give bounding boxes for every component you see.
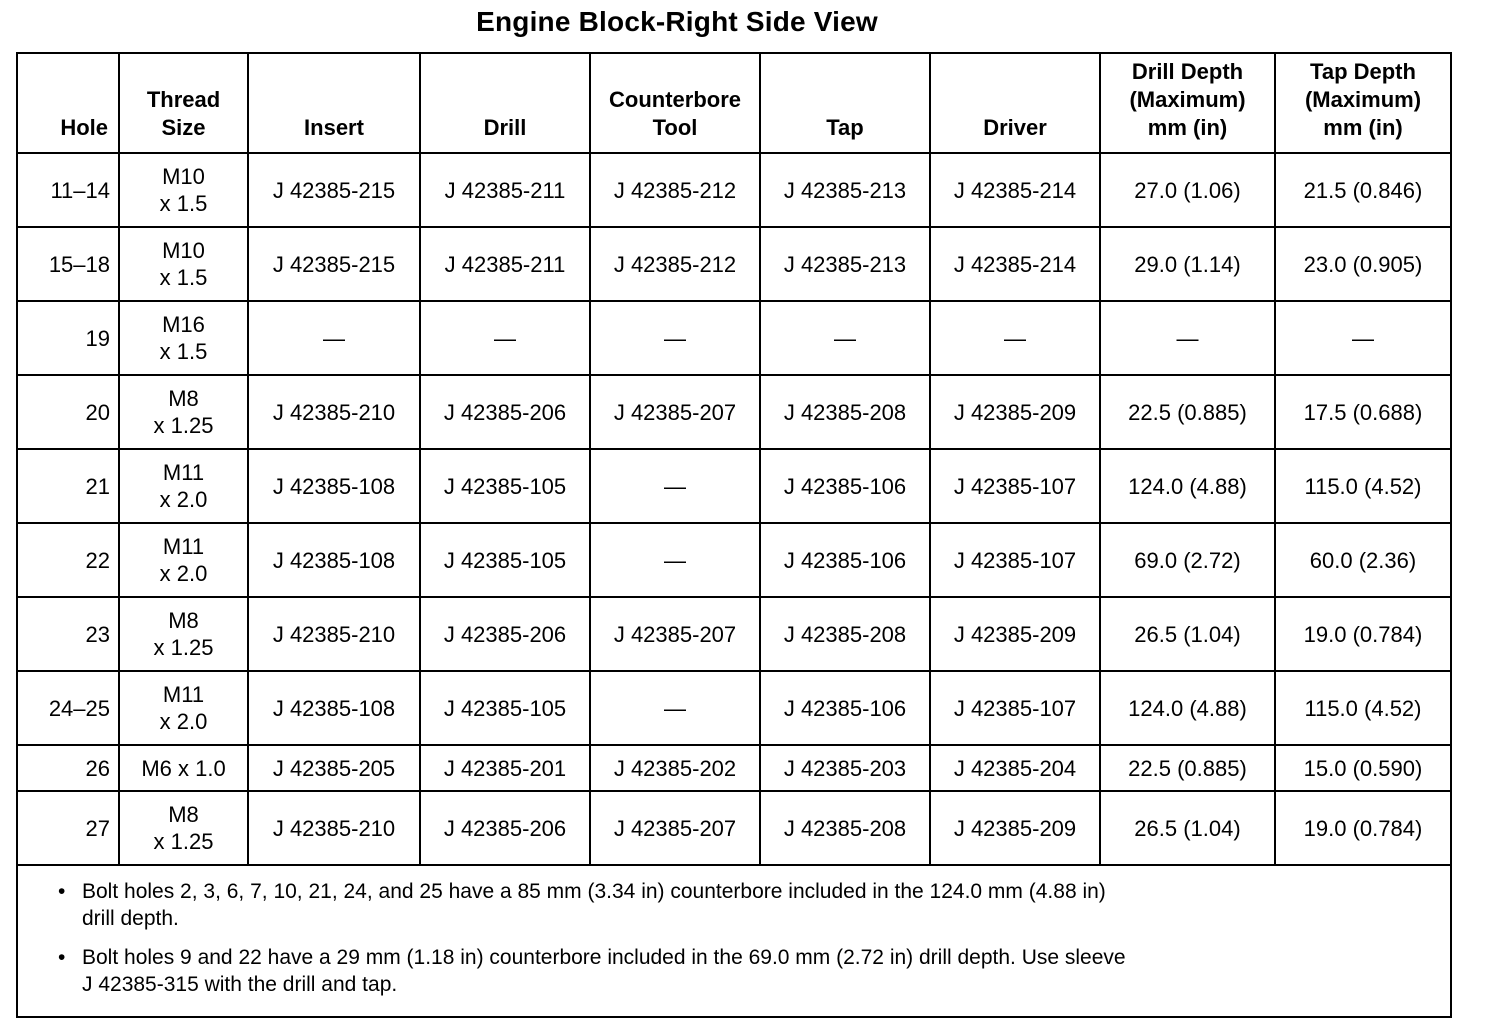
- notes-row: [17, 865, 1451, 1017]
- note-text: J 42385-315 with the drill and tap.: [82, 973, 398, 996]
- table-row: [17, 301, 1451, 375]
- cell-thread-line: M16: [162, 312, 205, 337]
- table-row: [17, 745, 1451, 791]
- header-driver: Driver: [930, 53, 1100, 153]
- note-item: [54, 878, 1430, 932]
- table-row: [17, 375, 1451, 449]
- cell-thread-size: [119, 597, 248, 671]
- cell-insert: —: [248, 301, 420, 375]
- cell-thread-line: M11: [162, 682, 205, 707]
- table-row: [17, 153, 1451, 227]
- cell-drill-depth: 26.5 (1.04): [1100, 597, 1275, 671]
- cell-hole: 20: [17, 375, 119, 449]
- cell-insert: J 42385-210: [248, 375, 420, 449]
- cell-tap-depth: 19.0 (0.784): [1275, 597, 1451, 671]
- cell-thread-size: [119, 375, 248, 449]
- bullet-icon: •: [58, 880, 66, 903]
- cell-thread-line: M8: [168, 802, 199, 827]
- header-thread-size: [119, 53, 248, 153]
- cell-counterbore: J 42385-207: [590, 791, 760, 865]
- cell-driver: J 42385-209: [930, 375, 1100, 449]
- cell-thread-line: x 2.0: [159, 487, 208, 512]
- header-tap-depth-line: Tap Depth: [1310, 59, 1416, 84]
- cell-thread-line: M8: [168, 608, 199, 633]
- cell-tap: —: [760, 301, 930, 375]
- notes-cell: [17, 865, 1451, 1017]
- cell-thread-line: x 1.25: [153, 829, 214, 854]
- cell-thread-line: x 2.0: [159, 561, 208, 586]
- cell-insert: J 42385-215: [248, 153, 420, 227]
- cell-thread-size: [119, 301, 248, 375]
- cell-insert: J 42385-108: [248, 523, 420, 597]
- cell-hole: 11–14: [17, 153, 119, 227]
- cell-drill: J 42385-211: [420, 227, 590, 301]
- table-row: [17, 449, 1451, 523]
- cell-thread-line: x 1.5: [159, 191, 208, 216]
- cell-thread-line: x 1.25: [153, 413, 214, 438]
- cell-thread-line: x 1.5: [159, 265, 208, 290]
- cell-driver: J 42385-204: [930, 745, 1100, 791]
- cell-hole: 21: [17, 449, 119, 523]
- cell-counterbore: —: [590, 301, 760, 375]
- cell-drill-depth: 124.0 (4.88): [1100, 671, 1275, 745]
- cell-driver: —: [930, 301, 1100, 375]
- header-tap-depth-line: mm (in): [1323, 115, 1403, 140]
- tool-table: [16, 52, 1452, 1018]
- cell-thread-size: [119, 671, 248, 745]
- cell-tap: J 42385-106: [760, 449, 930, 523]
- table-row: [17, 597, 1451, 671]
- cell-hole: 15–18: [17, 227, 119, 301]
- header-tap-depth: [1275, 53, 1451, 153]
- note-text: drill depth.: [82, 907, 179, 930]
- cell-thread-line: M8: [168, 386, 199, 411]
- cell-thread-size: [119, 791, 248, 865]
- cell-counterbore: —: [590, 671, 760, 745]
- cell-hole: 27: [17, 791, 119, 865]
- note-text: Bolt holes 9 and 22 have a 29 mm (1.18 in) counterbore included in the 69.0 mm (2.72 in) drill depth. Use sleeve: [82, 946, 1126, 969]
- cell-drill: J 42385-105: [420, 523, 590, 597]
- cell-driver: J 42385-107: [930, 449, 1100, 523]
- cell-hole: 26: [17, 745, 119, 791]
- cell-thread-line: M11: [162, 534, 205, 559]
- table-row: [17, 523, 1451, 597]
- header-drill-depth: [1100, 53, 1275, 153]
- cell-drill: J 42385-201: [420, 745, 590, 791]
- note-item: [54, 944, 1430, 998]
- cell-thread-size: [119, 227, 248, 301]
- cell-drill: J 42385-211: [420, 153, 590, 227]
- cell-tap: J 42385-213: [760, 227, 930, 301]
- cell-tap: J 42385-106: [760, 523, 930, 597]
- header-drill-depth-line: (Maximum): [1129, 87, 1246, 112]
- header-thread-size-line: Size: [161, 115, 206, 140]
- cell-counterbore: J 42385-202: [590, 745, 760, 791]
- cell-insert: J 42385-205: [248, 745, 420, 791]
- cell-tap-depth: 15.0 (0.590): [1275, 745, 1451, 791]
- cell-drill-depth: —: [1100, 301, 1275, 375]
- cell-thread-size: [119, 449, 248, 523]
- cell-thread-size: [119, 523, 248, 597]
- cell-counterbore: J 42385-207: [590, 375, 760, 449]
- cell-counterbore: J 42385-207: [590, 597, 760, 671]
- cell-tap-depth: 21.5 (0.846): [1275, 153, 1451, 227]
- cell-driver: J 42385-107: [930, 671, 1100, 745]
- cell-drill-depth: 124.0 (4.88): [1100, 449, 1275, 523]
- cell-tap-depth: 23.0 (0.905): [1275, 227, 1451, 301]
- table-row: [17, 791, 1451, 865]
- cell-driver: J 42385-214: [930, 227, 1100, 301]
- header-drill: Drill: [420, 53, 590, 153]
- header-drill-depth-line: Drill Depth: [1131, 59, 1244, 84]
- cell-drill-depth: 26.5 (1.04): [1100, 791, 1275, 865]
- cell-insert: J 42385-210: [248, 791, 420, 865]
- table-row: [17, 227, 1451, 301]
- cell-insert: J 42385-215: [248, 227, 420, 301]
- cell-thread-line: M10: [162, 164, 205, 189]
- cell-hole: 23: [17, 597, 119, 671]
- bullet-icon: •: [58, 946, 66, 969]
- page-title: Engine Block-Right Side View: [476, 6, 878, 37]
- cell-thread-size: [119, 745, 248, 791]
- cell-counterbore: —: [590, 523, 760, 597]
- cell-insert: J 42385-210: [248, 597, 420, 671]
- cell-tap-depth: 115.0 (4.52): [1275, 671, 1451, 745]
- cell-drill-depth: 22.5 (0.885): [1100, 375, 1275, 449]
- cell-tap: J 42385-106: [760, 671, 930, 745]
- cell-insert: J 42385-108: [248, 671, 420, 745]
- cell-drill-depth: 27.0 (1.06): [1100, 153, 1275, 227]
- cell-drill: J 42385-206: [420, 375, 590, 449]
- header-thread-size-line: Thread: [146, 87, 221, 112]
- cell-tap: J 42385-208: [760, 597, 930, 671]
- cell-tap: J 42385-208: [760, 791, 930, 865]
- cell-hole: 24–25: [17, 671, 119, 745]
- header-counterbore-line: Counterbore: [609, 87, 741, 112]
- cell-driver: J 42385-209: [930, 791, 1100, 865]
- cell-tap-depth: 17.5 (0.688): [1275, 375, 1451, 449]
- cell-driver: J 42385-209: [930, 597, 1100, 671]
- cell-tap-depth: 19.0 (0.784): [1275, 791, 1451, 865]
- note-text: Bolt holes 2, 3, 6, 7, 10, 21, 24, and 25 have a 85 mm (3.34 in) counterbore included in the 124.0 mm (4.88 in): [82, 880, 1106, 903]
- cell-drill: —: [420, 301, 590, 375]
- cell-counterbore: —: [590, 449, 760, 523]
- table-row: [17, 671, 1451, 745]
- cell-tap-depth: 60.0 (2.36): [1275, 523, 1451, 597]
- cell-drill: J 42385-206: [420, 791, 590, 865]
- header-hole: Hole: [17, 53, 119, 153]
- cell-insert: J 42385-108: [248, 449, 420, 523]
- cell-thread-size: [119, 153, 248, 227]
- cell-tap-depth: —: [1275, 301, 1451, 375]
- cell-tap: J 42385-213: [760, 153, 930, 227]
- cell-thread-line: x 1.5: [159, 339, 208, 364]
- cell-tap: J 42385-203: [760, 745, 930, 791]
- cell-drill-depth: 29.0 (1.14): [1100, 227, 1275, 301]
- header-row: [17, 53, 1451, 153]
- cell-drill: J 42385-105: [420, 449, 590, 523]
- cell-counterbore: J 42385-212: [590, 227, 760, 301]
- header-drill-depth-line: mm (in): [1147, 115, 1228, 140]
- header-counterbore-tool: [590, 53, 760, 153]
- cell-counterbore: J 42385-212: [590, 153, 760, 227]
- cell-tap-depth: 115.0 (4.52): [1275, 449, 1451, 523]
- cell-drill: J 42385-105: [420, 671, 590, 745]
- cell-thread-line: x 1.25: [153, 635, 214, 660]
- cell-driver: J 42385-214: [930, 153, 1100, 227]
- header-insert: Insert: [248, 53, 420, 153]
- cell-thread-line: M6 x 1.0: [141, 755, 226, 781]
- cell-drill-depth: 69.0 (2.72): [1100, 523, 1275, 597]
- cell-thread-line: M11: [162, 460, 205, 485]
- cell-drill-depth: 22.5 (0.885): [1100, 745, 1275, 791]
- cell-hole: 22: [17, 523, 119, 597]
- cell-drill: J 42385-206: [420, 597, 590, 671]
- header-tap: Tap: [760, 53, 930, 153]
- header-counterbore-line: Tool: [652, 115, 698, 140]
- cell-hole: 19: [17, 301, 119, 375]
- cell-thread-line: x 2.0: [159, 709, 208, 734]
- cell-driver: J 42385-107: [930, 523, 1100, 597]
- cell-tap: J 42385-208: [760, 375, 930, 449]
- cell-thread-line: M10: [162, 238, 205, 263]
- header-tap-depth-line: (Maximum): [1304, 87, 1422, 112]
